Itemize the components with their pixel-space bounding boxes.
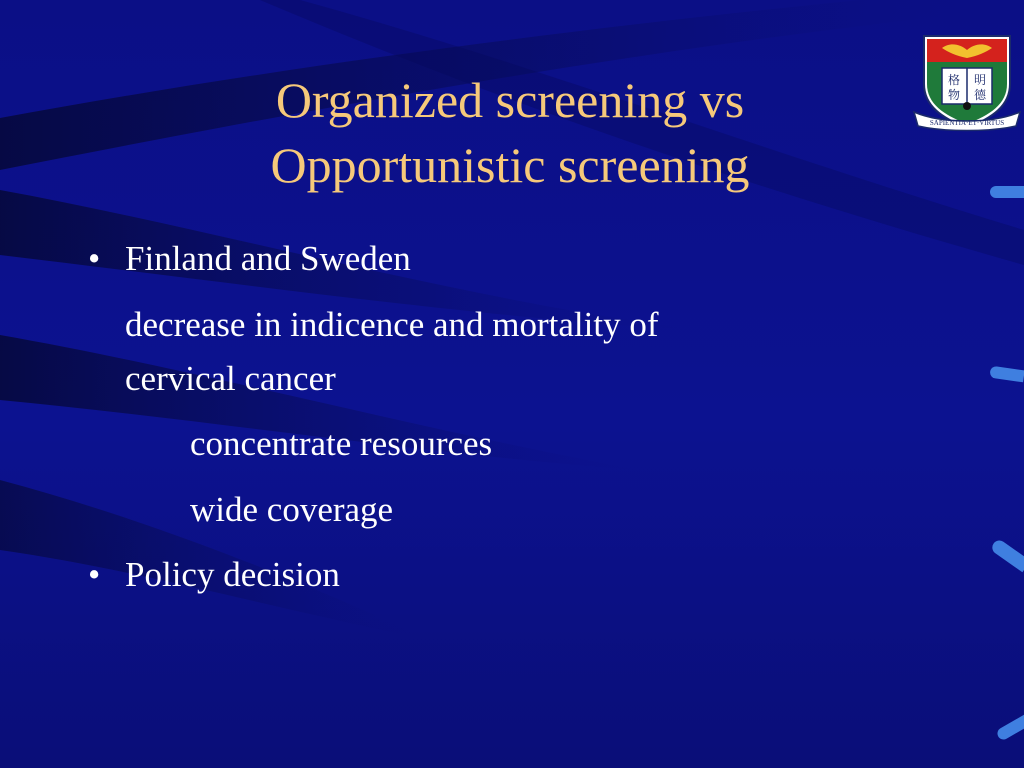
bullet-2-text: Policy decision [125,555,340,594]
bullet-1-detail-1-line-1: decrease in indicence and mortality of [125,305,659,344]
slide-title-line-1: Organized screening vs [275,72,745,128]
crest-character: 物 [947,88,961,102]
crest-character: 明 [973,73,987,87]
bullet-1-detail-2: concentrate resources [190,424,493,463]
bullet-1-detail-3: wide coverage [190,490,394,529]
slide-title-line-2: Opportunistic screening [270,137,750,193]
crest-character: 格 [947,73,961,87]
bullet-marker: • [88,239,101,278]
crest-character: 德 [973,88,987,102]
bullet-marker: • [88,555,101,594]
bullet-1-detail-1-line-2: cervical cancer [125,359,336,398]
crest-motto: SAPIENTIA·ET·VIRTUS [929,119,1005,127]
bullet-1-text: Finland and Sweden [125,239,411,278]
university-crest-icon [912,32,1022,132]
